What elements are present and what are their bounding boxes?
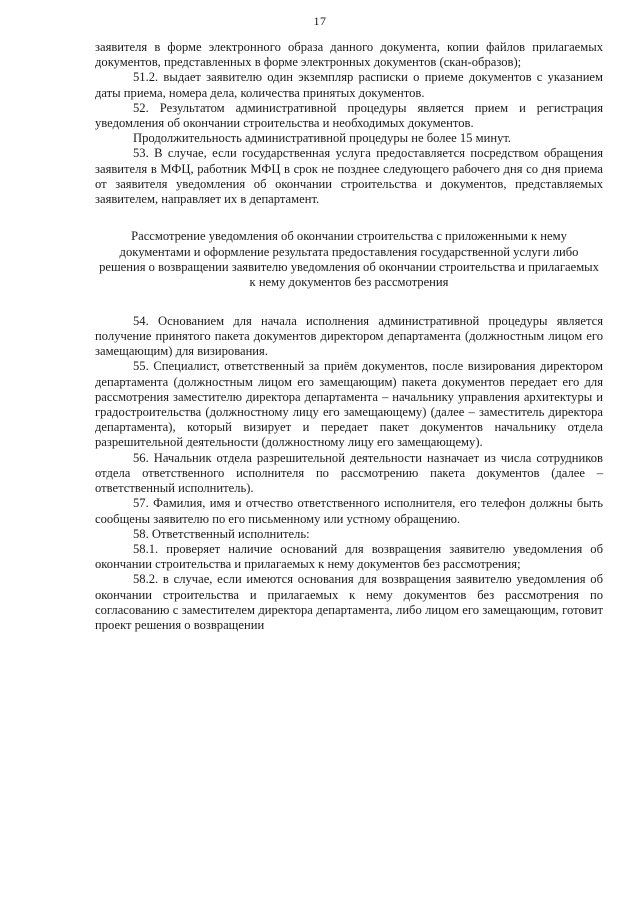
page-number: 17	[313, 14, 327, 28]
paragraph-continuation: заявителя в форме электронного образа данного документа, копии файлов прилагаемых документов, представленных в форме электронных документов (скан-образов);	[95, 40, 603, 70]
paragraph-55: 55. Специалист, ответственный за приём документов, после визирования директором департамента (должностным лицом его замещающим) пакета документов передает его для рассмотрения заместителю директора департамента – начальнику управления архитектуры и градостроительства (должностному лицу его замещающему) (далее – заместитель директора департамента), который визирует и передает пакет документов начальнику отдела разрешительной деятельности (должностному лицу его замещающему).	[95, 359, 603, 450]
paragraph-57: 57. Фамилия, имя и отчество ответственного исполнителя, его телефон должны быть сообщены заявителю по его письменному или устному обращению.	[95, 496, 603, 526]
paragraph-52: 52. Результатом административной процедуры является прием и регистрация уведомления об окончании строительства и необходимых документов.	[95, 100, 603, 131]
document-body	[95, 40, 603, 633]
paragraph-51-2: 51.2. выдает заявителю один экземпляр расписки о приеме документов с указанием даты приема, номера дела, количества принятых документов.	[95, 70, 603, 100]
paragraph-56: 56. Начальник отдела разрешительной деятельности назначает из числа сотрудников отдела ответственного исполнителя по рассмотрению пакета документов (далее – ответственный исполнитель).	[95, 450, 603, 496]
section-heading: Рассмотрение уведомления об окончании строительства с приложенными к нему документами и оформление результата предоставления государственной услуги либо решения о возвращении заявителю уведомления об окончании строительства и прилагаемых к нему документов без рассмотрения	[99, 229, 599, 290]
paragraph-53: 53. В случае, если государственная услуга предоставляется посредством обращения заявителя в МФЦ, работник МФЦ в срок не позднее следующего рабочего дня со дня приема от заявителя уведомления об окончании строительства и документов, представляемых заявителем, направляет их в департамент.	[95, 146, 603, 207]
paragraph-58-1: 58.1. проверяет наличие оснований для возвращения заявителю уведомления об окончании строительства и прилагаемых к нему документов без рассмотрения;	[95, 541, 603, 572]
paragraph-duration: Продолжительность административной процедуры не более 15 минут.	[133, 131, 512, 146]
paragraph-58: 58. Ответственный исполнитель:	[133, 526, 310, 541]
paragraph-54: 54. Основанием для начала исполнения административной процедуры является получение принятого пакета документов директором департамента (должностным лицом его замещающим) для визирования.	[95, 313, 603, 359]
paragraph-58-2: 58.2. в случае, если имеются основания для возвращения заявителю уведомления об окончании строительства и прилагаемых к нему документов без рассмотрения по согласованию с заместителем директора департамента, либо лицом его замещающим, готовит проект решения о возвращении	[95, 572, 603, 632]
